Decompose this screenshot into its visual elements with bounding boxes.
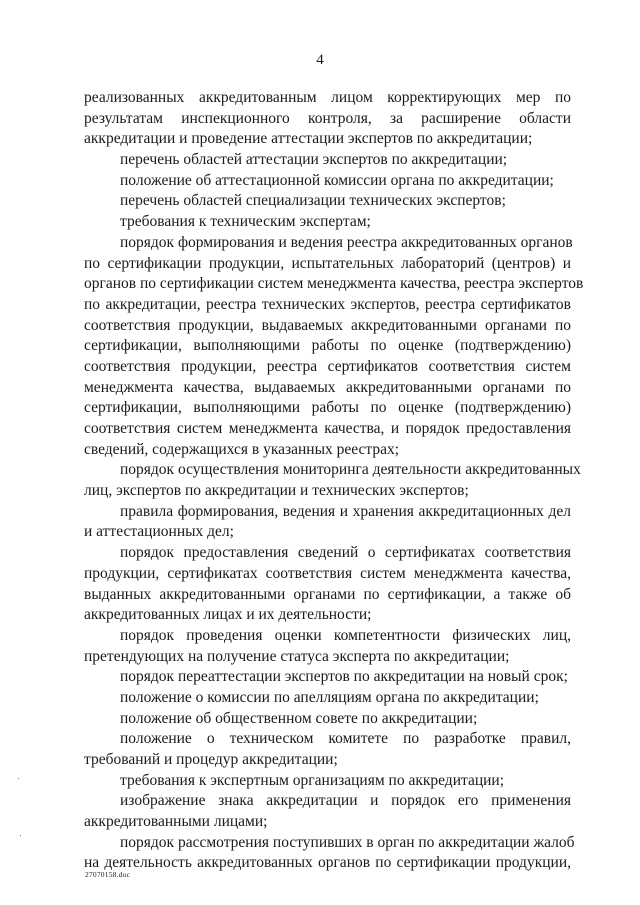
text-line: на деятельность аккредитованных органов по сертификации продукции,: [84, 854, 571, 872]
text-line: положение о техническом комитете по разработке правил,: [120, 730, 571, 748]
text-line: сертификации, выполняющими работы по оценке (подтверждению): [84, 337, 571, 355]
text-line: порядок формирования и ведения реестра аккредитованных органов: [120, 233, 573, 251]
text-line: продукции, сертификатах соответствия систем менеджмента качества,: [84, 564, 571, 582]
text-line: по сертификации продукции, испытательных лабораторий (центров) и: [84, 254, 571, 272]
text-line: соответствия продукции, выдаваемых аккредитованными органами по: [84, 316, 571, 334]
document-filename: 27070158.doc: [85, 870, 131, 879]
document-body: [84, 88, 584, 874]
scan-speck: [18, 778, 19, 779]
text-line: порядок предоставления сведений о сертификатах соответствия: [120, 544, 571, 562]
text-line: порядок осуществления мониторинга деятельности аккредитованных: [120, 461, 581, 479]
text-line: положение об аттестационной комиссии органа по аккредитации;: [120, 171, 554, 189]
text-line: требования к техническим экспертам;: [120, 213, 371, 231]
text-line: порядок переаттестации экспертов по аккредитации на новый срок;: [120, 668, 568, 686]
text-line: изображение знака аккредитации и порядок его применения: [120, 792, 571, 810]
text-line: требования к экспертным организациям по аккредитации;: [120, 771, 505, 789]
text-line: претендующих на получение статуса эксперта по аккредитации;: [84, 647, 510, 665]
text-line: и аттестационных дел;: [84, 523, 234, 541]
text-line: менеджмента качества, выдаваемых аккредитованными органами по: [84, 378, 571, 396]
text-line: выданных аккредитованными органами по сертификации, а также об: [84, 585, 571, 603]
text-line: результатам инспекционного контроля, за расширение области: [84, 109, 571, 127]
text-line: аккредитации и проведение аттестации экспертов по аккредитации;: [84, 130, 533, 148]
text-line: положение о комиссии по апелляциям органа по аккредитации;: [120, 688, 539, 706]
text-line: реализованных аккредитованным лицом корректирующих мер по: [84, 89, 571, 106]
text-line: перечень областей специализации технических экспертов;: [120, 192, 506, 210]
page-number: 4: [316, 52, 324, 68]
text-line: соответствия продукции, реестра сертификатов соответствия систем: [84, 357, 571, 375]
text-line: правила формирования, ведения и хранения аккредитационных дел: [120, 502, 571, 520]
text-line: по аккредитации, реестра технических экспертов, реестра сертификатов: [84, 295, 571, 313]
text-line: сведений, содержащихся в указанных реестрах;: [84, 440, 400, 458]
text-line: соответствия систем менеджмента качества, и порядок предоставления: [84, 420, 571, 437]
text-line: аккредитованными лицами;: [84, 813, 268, 831]
text-line: положение об общественном совете по аккредитации;: [120, 709, 478, 727]
text-line: порядок рассмотрения поступивших в орган по аккредитации жалоб: [120, 833, 575, 851]
text-line: требований и процедур аккредитации;: [84, 751, 338, 768]
text-line: перечень областей аттестации экспертов по аккредитации;: [120, 151, 508, 169]
scan-speck: [20, 835, 21, 836]
text-line: аккредитованных лицах и их деятельности;: [84, 606, 372, 624]
text-line: порядок проведения оценки компетентности физических лиц,: [120, 626, 571, 644]
text-line: органов по сертификации систем менеджмента качества, реестра экспертов: [84, 275, 584, 293]
text-line: сертификации, выполняющими работы по оценке (подтверждению): [84, 399, 571, 417]
text-line: лиц, экспертов по аккредитации и технических экспертов;: [84, 482, 469, 500]
